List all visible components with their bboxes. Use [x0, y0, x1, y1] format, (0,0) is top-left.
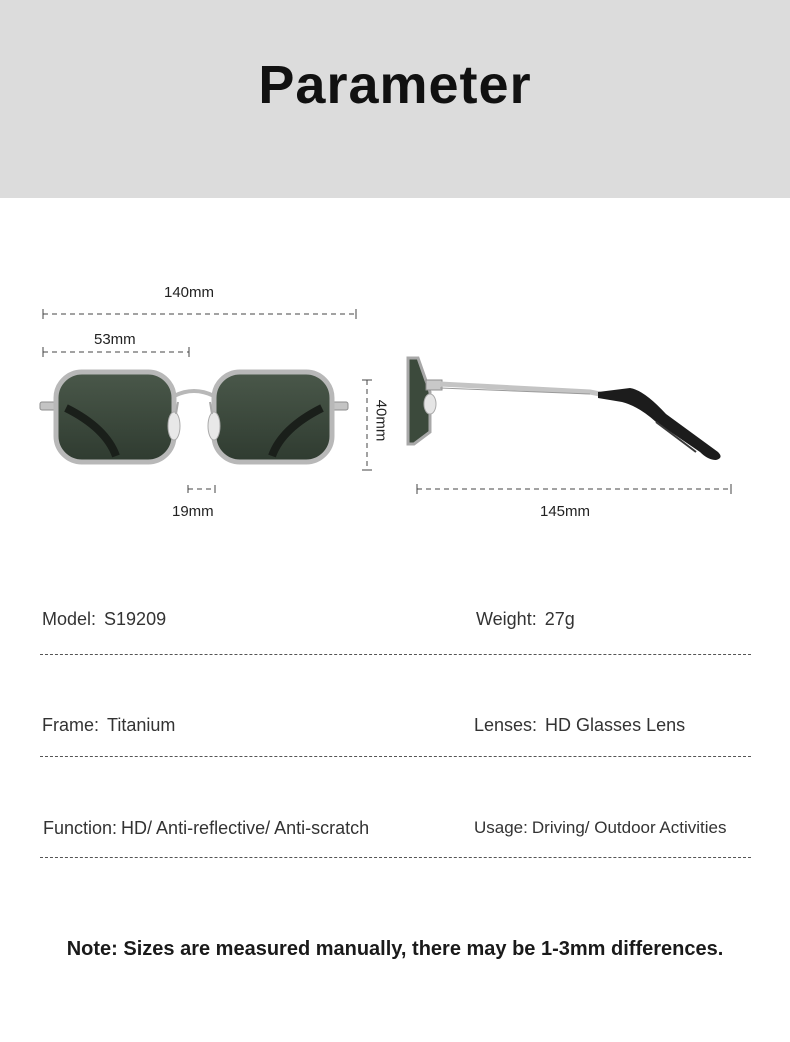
measurement-note: Note: Sizes are measured manually, there may be 1-3mm differences.: [66, 938, 724, 960]
lenses-spec: [474, 715, 685, 736]
function-label: Function:: [43, 818, 118, 838]
lenses-label: Lenses:: [474, 715, 538, 735]
usage-value: Driving/ Outdoor Activities: [531, 818, 727, 837]
function-spec: [43, 818, 369, 839]
glasses-front-view: [36, 368, 352, 468]
model-label: Model:: [42, 609, 97, 629]
frame-label: Frame:: [42, 715, 100, 735]
bridge: [174, 391, 214, 396]
total-width-label: 140mm: [164, 284, 215, 301]
side-nose-pad: [424, 394, 436, 414]
right-nose-pad: [208, 412, 220, 440]
glasses-side-view: [400, 352, 732, 467]
lens-width-label: 53mm: [94, 331, 136, 348]
temple-length-label: 145mm: [540, 503, 591, 520]
weight-spec: [476, 609, 575, 630]
side-hinge: [426, 380, 442, 390]
lens-height-label: 40mm: [372, 399, 390, 442]
divider-2: [40, 756, 751, 757]
usage-label: Usage:: [474, 818, 528, 837]
divider-1: [40, 654, 751, 655]
frame-spec: [42, 715, 175, 736]
left-nose-pad: [168, 412, 180, 440]
weight-value: 27g: [544, 609, 575, 629]
spec-row-2: [40, 715, 750, 745]
spec-row-1: [40, 609, 750, 639]
spec-row-3: [40, 818, 750, 848]
usage-spec: [474, 818, 727, 838]
frame-value: Titanium: [107, 715, 176, 735]
page-title: Parameter: [258, 55, 532, 115]
function-value: HD/ Anti-reflective/ Anti-scratch: [121, 818, 370, 838]
bridge-width-label: 19mm: [172, 503, 214, 520]
weight-label: Weight:: [476, 609, 537, 629]
lenses-value: HD Glasses Lens: [545, 715, 686, 735]
model-value: S19209: [104, 609, 167, 629]
divider-3: [40, 857, 751, 858]
model-spec: [42, 609, 166, 630]
